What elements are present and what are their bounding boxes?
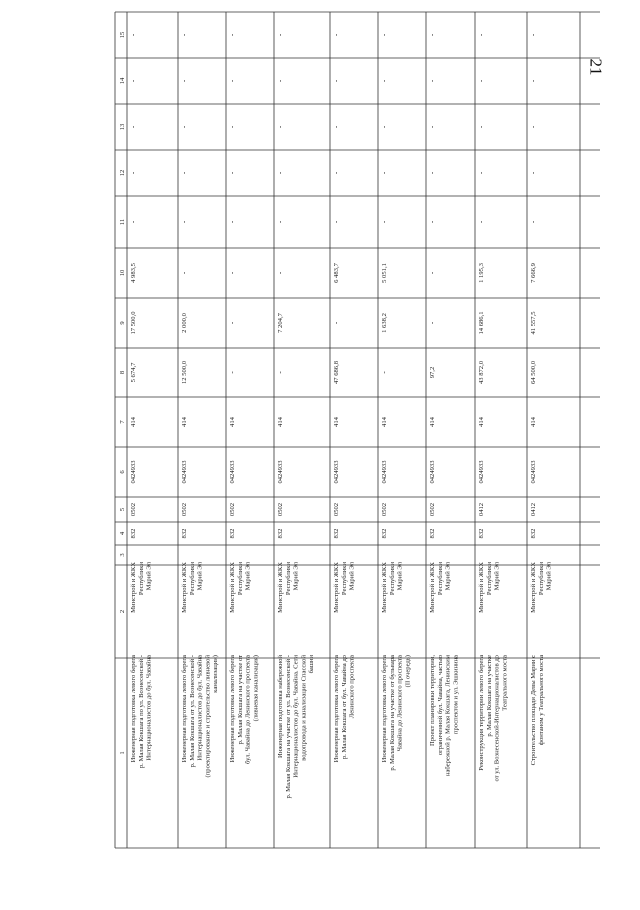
row-cell-c10: 4 983,5 (130, 263, 137, 283)
row-executor-line: Марий Эл (348, 562, 356, 591)
column-number-label: 2 (119, 609, 126, 614)
row-name-line: (проектирование и строительство ливневой (204, 655, 212, 778)
row-name-line: Инженерная подготовка левого берега (229, 655, 236, 763)
row-cell-c8: 64 500,0 (530, 360, 537, 385)
row-cell-c11: - (276, 220, 284, 224)
row-cell-c5: 0412 (478, 502, 485, 517)
row-cell-c5: 0502 (277, 502, 284, 517)
row-cell-c10: 6 483,7 (333, 263, 340, 283)
row-cell-c9: - (228, 321, 236, 325)
row-executor-line: Марий Эл (292, 562, 300, 591)
row-cell-c12: - (180, 171, 188, 175)
row-cell-c12: - (477, 171, 485, 175)
row-cell-c11: - (380, 220, 388, 224)
row-cell-c12: - (129, 171, 137, 175)
row-cell-c4: 832 (381, 528, 388, 539)
row-cell-c5: 0412 (530, 502, 537, 517)
row-name-line: набережной р. Малая Кокшага, Ленинским (444, 655, 452, 777)
row-cell-c14: - (180, 79, 188, 83)
row-cell-c9: 2 000,0 (181, 313, 188, 333)
row-cell-c14: - (529, 79, 537, 83)
row-cell-c4: 832 (181, 528, 188, 539)
row-executor-line: Республики (388, 562, 396, 596)
row-cell-c6: 0424933 (429, 460, 436, 484)
row-name-line: Интернационалистов до бул. Чавайна. Сети (292, 655, 300, 778)
row-executor-line: Марий Эл (493, 562, 501, 591)
row-name-line: р. Малая Кокшага на участке от ул. Вознесенской - (284, 655, 292, 799)
row-executor-line: Республики (137, 562, 145, 596)
column-number-label: 6 (119, 470, 126, 474)
column-number-label: 10 (119, 269, 126, 277)
row-cell-c15: - (477, 33, 485, 37)
row-executor-line: Минстрой и ЖКХ (181, 562, 188, 613)
row-cell-c11: - (180, 220, 188, 224)
row-cell-c6: 0424933 (130, 460, 137, 484)
row-executor-line: Минстрой и ЖКХ (530, 562, 537, 613)
row-cell-c10: - (228, 271, 236, 275)
row-executor-line: Минстрой и ЖКХ (229, 562, 236, 613)
row-cell-c9: - (332, 321, 340, 325)
row-name-line: бул. Чавайна до Ленинского проспекта (244, 655, 252, 764)
row-cell-c13: - (332, 125, 340, 129)
row-cell-c10: - (276, 271, 284, 275)
row-cell-c14: - (380, 79, 388, 83)
row-cell-c9: 7 204,7 (277, 313, 284, 333)
row-name-line: р. Малая Кокшага от бул. Чавайна до (340, 655, 348, 760)
row-cell-c14: - (428, 79, 436, 83)
row-cell-c10: 5 051,1 (381, 263, 388, 283)
row-executor-line: Минстрой и ЖКХ (478, 562, 485, 613)
row-executor-line: Марий Эл (196, 562, 204, 591)
column-number-label: 1 (119, 751, 126, 755)
row-name-line: (II очередь) (404, 655, 412, 688)
row-cell-c6: 0424933 (277, 460, 284, 484)
column-number-label: 11 (119, 218, 126, 226)
row-cell-c15: - (276, 33, 284, 37)
row-cell-c14: - (332, 79, 340, 83)
column-number-label: 5 (119, 507, 126, 512)
row-cell-c8: - (380, 371, 388, 374)
row-cell-c5: 0502 (333, 502, 340, 517)
row-cell-c4: 832 (130, 528, 137, 539)
row-executor-line: Минстрой и ЖКХ (277, 562, 284, 613)
row-name-line: Инженерная подготовка набережной (277, 655, 284, 758)
row-cell-c6: 0424933 (181, 460, 188, 484)
row-cell-c9: 41 557,5 (530, 311, 537, 335)
row-cell-c15: - (180, 33, 188, 37)
row-cell-c7: 414 (229, 417, 236, 427)
row-executor-line: Республики (340, 562, 348, 596)
row-executor-line: Республики (236, 562, 244, 596)
row-cell-c13: - (380, 125, 388, 129)
row-name-line: от ул. Вознесенской-Интернационалистов до (493, 655, 501, 782)
row-cell-c12: - (332, 171, 340, 175)
row-cell-c7: 414 (381, 417, 388, 427)
row-executor-line: Минстрой и ЖКХ (429, 562, 436, 613)
row-cell-c7: 414 (429, 417, 436, 427)
row-executor-line: Республики (188, 562, 196, 596)
page-number: 21 (586, 58, 606, 76)
row-cell-c9: 14 686,1 (478, 311, 485, 335)
row-executor-line: Республики (485, 562, 493, 596)
row-cell-c4: 832 (530, 528, 537, 539)
row-cell-c7: 414 (130, 417, 137, 427)
row-executor-line: Минстрой и ЖКХ (130, 562, 137, 613)
row-cell-c15: - (428, 33, 436, 37)
column-number-label: 15 (119, 31, 126, 39)
column-number-label: 9 (119, 321, 126, 325)
row-cell-c4: 832 (429, 528, 436, 539)
column-number-label: 14 (119, 77, 126, 85)
row-cell-c6: 0424933 (333, 460, 340, 484)
row-cell-c5: 0502 (229, 502, 236, 517)
row-cell-c4: 832 (478, 528, 485, 539)
row-name-line: р. Малая Кокшага на участке от бульвара (388, 655, 396, 771)
row-name-line: р. Малая Кокшага от ул. Вознесенской - (188, 655, 196, 768)
row-cell-c14: - (276, 79, 284, 83)
row-cell-c13: - (428, 125, 436, 129)
row-cell-c15: - (228, 33, 236, 37)
row-cell-c12: - (276, 171, 284, 175)
row-cell-c7: 414 (333, 417, 340, 427)
row-cell-c13: - (228, 125, 236, 129)
row-cell-c12: - (529, 171, 537, 175)
row-cell-c6: 0424933 (229, 460, 236, 484)
row-cell-c15: - (332, 33, 340, 37)
row-cell-c14: - (228, 79, 236, 83)
row-cell-c8: - (276, 371, 284, 374)
row-cell-c11: - (529, 220, 537, 224)
row-cell-c13: - (529, 125, 537, 129)
row-cell-c6: 0424933 (478, 460, 485, 484)
row-name-line: (ливневая канализация) (252, 655, 260, 722)
row-name-line: р. Малая Кокшага на участке от (236, 655, 244, 745)
row-cell-c4: 832 (277, 528, 284, 539)
row-cell-c12: - (228, 171, 236, 175)
row-cell-c15: - (380, 33, 388, 37)
row-cell-c5: 0502 (181, 502, 188, 517)
row-cell-c7: 414 (277, 417, 284, 427)
row-cell-c11: - (228, 220, 236, 224)
row-name-line: башни (308, 655, 316, 674)
row-name-line: Инженерная подготовка левого берега (130, 655, 137, 763)
row-name-line: Инженерная подготовка левого берега (333, 655, 340, 763)
row-name-line: проспектом и ул. Эшкинина (452, 655, 460, 735)
row-name-line: водопровода и канализации Спасской (300, 655, 308, 761)
row-executor-line: Минстрой и ЖКХ (381, 562, 388, 613)
row-executor-line: Республики (284, 562, 292, 596)
row-executor-line: Республики (436, 562, 444, 596)
column-number-label: 12 (119, 169, 126, 177)
row-cell-c7: 414 (530, 417, 537, 427)
row-name-line: Проект планировки территории, (429, 655, 436, 746)
row-name-line: Интернационалистов до бул. Чавайна (145, 655, 153, 761)
row-executor-line: Республики (537, 562, 545, 596)
row-cell-c10: - (428, 271, 436, 275)
row-cell-c8: 5 674,7 (130, 362, 137, 383)
row-name-line: Интернационалистов до бул. Чавайна (196, 655, 204, 761)
row-cell-c8: - (228, 371, 236, 374)
row-executor-line: Минстрой и ЖКХ (333, 562, 340, 613)
row-cell-c5: 0502 (429, 502, 436, 517)
row-cell-c10: 7 666,9 (530, 263, 537, 283)
row-name-line: р. Малая Кокшага на участке (485, 655, 493, 737)
row-cell-c13: - (180, 125, 188, 129)
row-cell-c9: - (428, 321, 436, 325)
row-cell-c6: 0424933 (381, 460, 388, 484)
row-name-line: Инженерная подготовка левого берега (181, 655, 188, 763)
row-cell-c8: 47 686,8 (333, 360, 340, 385)
row-cell-c14: - (129, 79, 137, 83)
row-executor-line: Марий Эл (444, 562, 452, 591)
row-executor-line: Марий Эл (396, 562, 404, 591)
column-number-label: 3 (119, 553, 126, 557)
row-executor-line: Марий Эл (145, 562, 153, 591)
row-cell-c4: 832 (333, 528, 340, 539)
row-name-line: Строительство площади Девы Марии с (530, 655, 537, 766)
row-name-line: Чавайна до Ленинского проспекта (396, 655, 404, 752)
row-name-line: р. Малая Кокшага по ул. Вознесенской - (137, 655, 145, 769)
row-name-line: Инженерная подготовка левого берега (381, 655, 388, 763)
row-cell-c12: - (428, 171, 436, 175)
row-cell-c7: 414 (478, 417, 485, 427)
row-name-line: Ленинского проспекта (348, 655, 356, 719)
row-cell-c13: - (129, 125, 137, 129)
column-number-label: 4 (119, 531, 126, 536)
row-name-line: Театрального моста (501, 655, 509, 711)
column-number-label: 7 (119, 420, 126, 424)
row-cell-c11: - (332, 220, 340, 224)
row-name-line: фонтаном у Театрального моста (537, 655, 545, 746)
row-cell-c9: 1 638,2 (381, 313, 388, 333)
row-cell-c11: - (428, 220, 436, 224)
row-cell-c8: 12 500,0 (181, 360, 188, 385)
column-number-label: 8 (119, 370, 126, 375)
row-cell-c5: 0502 (130, 502, 137, 517)
row-cell-c8: 97,2 (429, 366, 436, 379)
row-executor-line: Марий Эл (545, 562, 553, 591)
row-cell-c10: - (180, 271, 188, 275)
row-cell-c4: 832 (229, 528, 236, 539)
row-cell-c5: 0502 (381, 502, 388, 517)
row-cell-c14: - (477, 79, 485, 83)
row-cell-c15: - (129, 33, 137, 37)
row-cell-c15: - (529, 33, 537, 37)
row-cell-c6: 0424933 (530, 460, 537, 484)
row-cell-c13: - (276, 125, 284, 129)
row-executor-line: Марий Эл (244, 562, 252, 591)
row-name-line: канализации) (212, 655, 220, 693)
row-name-line: Реконструкция территории левого берега (478, 655, 485, 771)
row-cell-c12: - (380, 171, 388, 175)
row-cell-c11: - (477, 220, 485, 224)
row-cell-c10: 1 195,3 (478, 263, 485, 283)
row-cell-c11: - (129, 220, 137, 224)
row-cell-c7: 414 (181, 417, 188, 427)
column-number-label: 13 (119, 123, 126, 131)
row-cell-c8: 43 872,0 (478, 360, 485, 385)
row-name-line: ограниченной бул. Чавайна, частью (436, 655, 444, 756)
row-cell-c13: - (477, 125, 485, 129)
row-cell-c9: 17 500,0 (130, 311, 137, 335)
